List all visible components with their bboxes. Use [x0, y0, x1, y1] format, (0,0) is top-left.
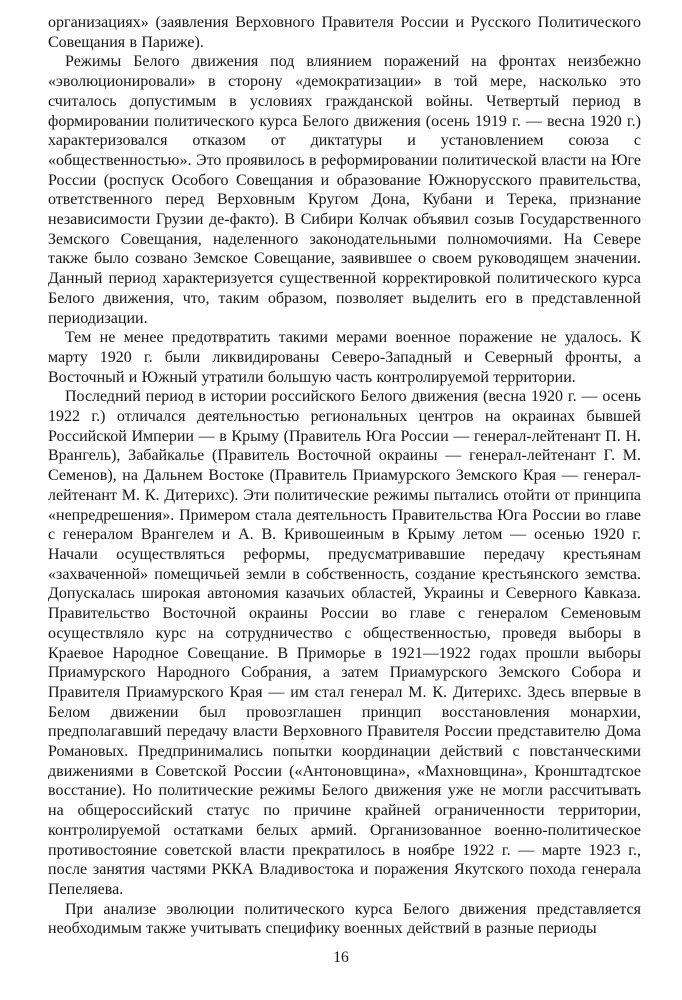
page-text-block	[48, 13, 641, 939]
paragraph: Тем не менее предотвратить такими мерами военное поражение не удалось. К марту 1920 г. были ликвидированы Северо-Западный и Северный фронты, а Восточный и Южный утратили большую часть контролируемой территории.	[48, 329, 641, 386]
paragraph: Режимы Белого движения под влиянием поражений на фронтах неизбежно «эволюционировали» в сторону «демократизации» в той мере, насколько это считалось допустимым в условиях гражданской войны. Четвертый период в формировании политического курса Белого движения (осень 1919 г. — весна 1920 г.) характеризовался отказом от диктатуры и установлением союза с «общественностью». Это проявилось в реформировании политической власти на Юге России (роспуск Особого Совещания и образование Южнорусского правительства, ответственного перед Верховным Кругом Дона, Кубани и Терека, признание независимости Грузии де-факто). В Сибири Колчак объявил созыв Государственного Земского Совещания, наделенного законодательными полномочиями. На Севере также было созвано Земское Совещание, заявившее о своем руководящем значении. Данный период характеризуется существенной корректировкой политического курса Белого движения, что, таким образом, позволяет выделить его в представленной периодизации.	[48, 53, 641, 327]
page-number: 16	[333, 949, 349, 966]
paragraph: При анализе эволюции политического курса Белого движения представляется необходимым также учитывать специфику военных действий в разные периоды	[48, 900, 641, 938]
paragraph: Последний период в истории российского Белого движения (весна 1920 г. — осень 1922 г.) отличался деятельностью региональных центров на окраинах бывшей Российской Империи — в Крыму (Правитель Юга России — генерал-лейтенант П. Н. Врангель), Забайкалье (Правитель Восточной окраины — генерал-лейтенант Г. М. Семенов), на Дальнем Востоке (Правитель Приамурского Земского Края — генерал-лейтенант М. К. Дитерихс). Эти политические режимы пытались отойти от принципа «непредрешения». Примером стала деятельность Правительства Юга России во главе с генералом Врангелем и А. В. Кривошеиным в Крыму летом — осенью 1920 г. Начали осуществляться реформы, предусматривавшие передачу крестьянам «захваченной» помещичьей земли в собственность, создание крестьянского земства. Допускалась широкая автономия казачьих областей, Украины и Северного Кавказа. Правительство Восточной окраины России во главе с генералом Семеновым осуществляло курс на сотрудничество с общественностью, проведя выборы в Краевое Народное Совещание. В Приморье в 1921—1922 годах прошли выборы Приамурского Народного Собрания, а затем Приамурского Земского Собора и Правителя Приамурского Края — им стал генерал М. К. Дитерихс. Здесь впервые в Белом движении был провозглашен принцип восстановления монархии, предполагавший передачу власти Верховного Правителя России представителю Дома Романовых. Предпринимались попытки координации действий с повстанческими движениями в Советской России («Антоновщина», «Махновщина», Кронштадтское восстание). Но политические режимы Белого движения уже не могли рассчитывать на общероссийский статус по причине крайней ограниченности территории, контролируемой остатками белых армий. Организованное военно-политическое противостояние советской власти прекратилось в ноябре 1922 г. — марте 1923 г., после занятия частями РККА Владивостока и поражения Якутского похода генерала Пепеляева.	[48, 388, 641, 898]
paragraph-continuation: организациях» (заявления Верховного Правителя России и Русского Политического Совещания в Париже).	[48, 14, 641, 51]
